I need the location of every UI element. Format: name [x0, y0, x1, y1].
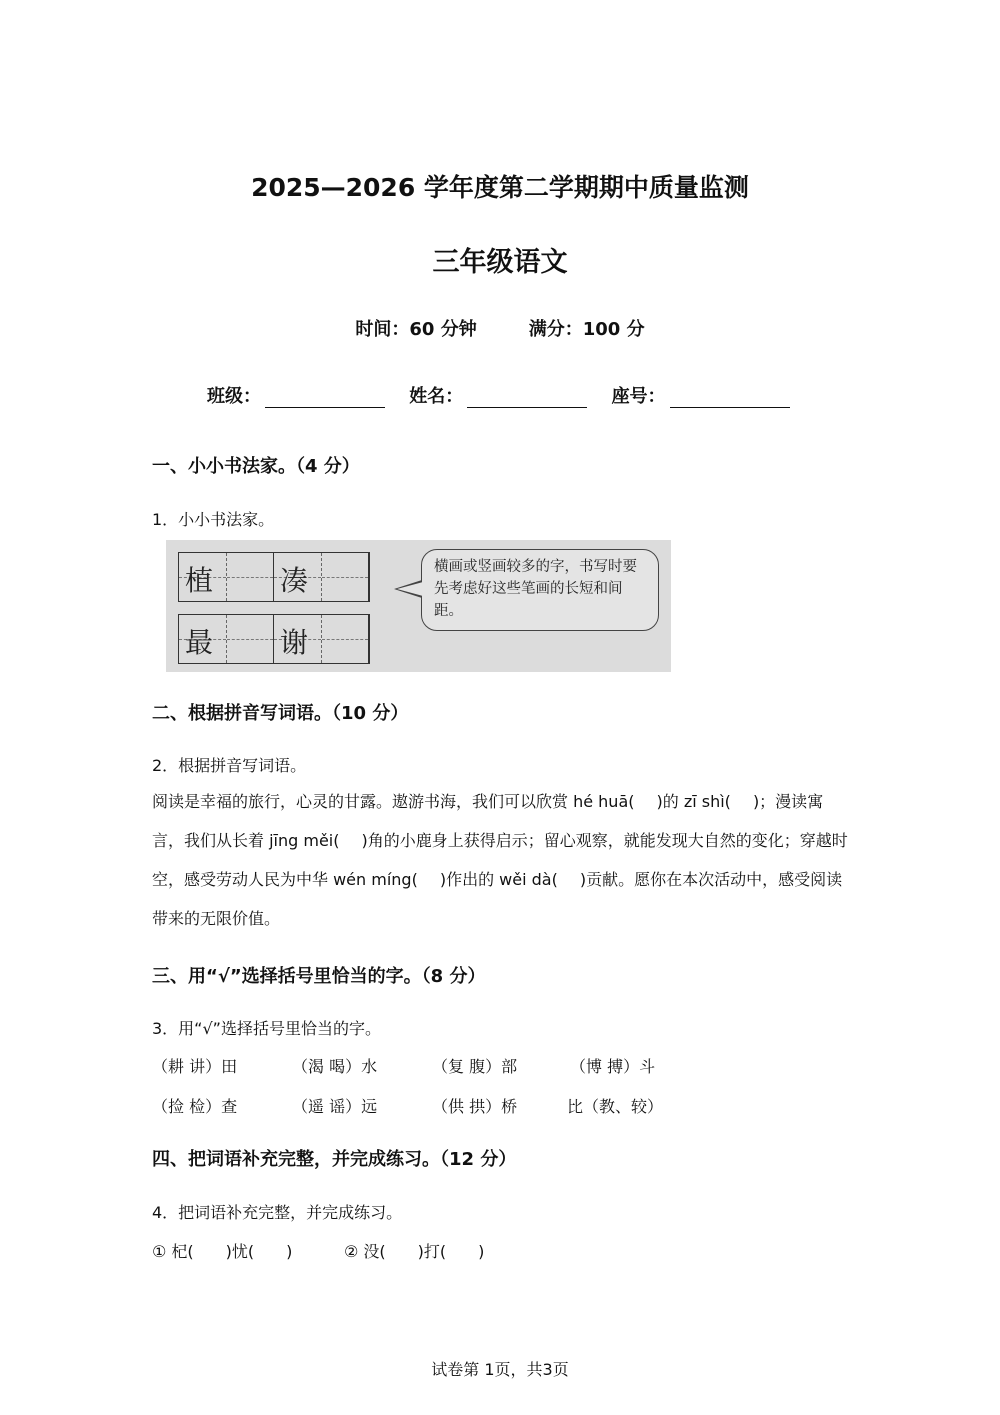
bubble-text: 横画或竖画较多的字，书写时要先考虑好这些笔画的长短和间距。: [434, 559, 637, 619]
choice-item[interactable]: （渴 喝）水: [292, 1057, 378, 1076]
question-4: 4．把词语补充完整，并完成练习。: [152, 1203, 403, 1222]
name-field[interactable]: 姓名：: [409, 382, 587, 408]
model-char: 最: [185, 626, 214, 659]
choice-item[interactable]: （供 拱）桥: [432, 1097, 518, 1116]
student-info-fields: [207, 382, 808, 408]
choice-item[interactable]: （捡 检）查: [152, 1097, 238, 1116]
class-field[interactable]: 班级：: [207, 382, 385, 408]
choice-item[interactable]: （博 搏）斗: [570, 1057, 656, 1076]
score-label: 满分：100 分: [528, 319, 645, 340]
choice-item[interactable]: （复 腹）部: [432, 1057, 518, 1076]
question-3: 3．用“√”选择括号里恰当的字。: [152, 1019, 381, 1038]
choice-item[interactable]: （耕 讲）田: [152, 1057, 238, 1076]
time-label: 时间：60 分钟: [355, 319, 477, 340]
exam-title: 2025—2026 学年度第二学期期中质量监测: [251, 173, 749, 202]
model-char: 谢: [280, 626, 309, 659]
model-char: 凑: [280, 564, 309, 597]
page-footer: 试卷第 1页，共3页: [431, 1360, 569, 1379]
exam-subject: 三年级语文: [432, 247, 568, 278]
choice-item[interactable]: （遥 谣）远: [292, 1097, 378, 1116]
section-3-heading: 三、用“√”选择括号里恰当的字。（8 分）: [152, 966, 486, 987]
choice-row-1: [152, 1054, 712, 1078]
question-2-passage: 阅读是幸福的旅行，心灵的甘露。遨游书海，我们可以欣赏 hé huā( )的 zī shì( )；漫读寓言，我们从长着 jīng měi( )角的小鹿身上获得启示；留心观察，就能发现大自然的变化；穿越时空，感受劳动人民为中华 wén míng( )作出的 wěi dà( )贡献。愿你在本次活动中，感受阅读带来的无限价值。: [152, 792, 848, 928]
choice-row-2: [152, 1094, 712, 1118]
model-char: 植: [185, 564, 214, 597]
speech-bubble: [421, 549, 659, 631]
section-4-heading: 四、把词语补充完整，并完成练习。（12 分）: [152, 1149, 517, 1170]
seat-field[interactable]: 座号：: [612, 382, 790, 408]
question-2: 2．根据拼音写词语。: [152, 756, 307, 775]
question-1: 1．小小书法家。: [152, 510, 275, 529]
idiom-item-2[interactable]: ② 没( )打( ): [344, 1242, 485, 1261]
writing-grid-row-2: [178, 614, 370, 664]
writing-grid-row-1: [178, 552, 370, 602]
choice-item[interactable]: 比（教、较）: [567, 1097, 664, 1116]
calligraphy-image: [166, 540, 671, 672]
section-1-heading: 一、小小书法家。（4 分）: [152, 456, 360, 477]
idiom-item-1[interactable]: ① 杞( )忧( ): [152, 1242, 293, 1261]
exam-meta: [0, 315, 1000, 341]
section-2-heading: 二、根据拼音写词语。（10 分）: [152, 703, 409, 724]
